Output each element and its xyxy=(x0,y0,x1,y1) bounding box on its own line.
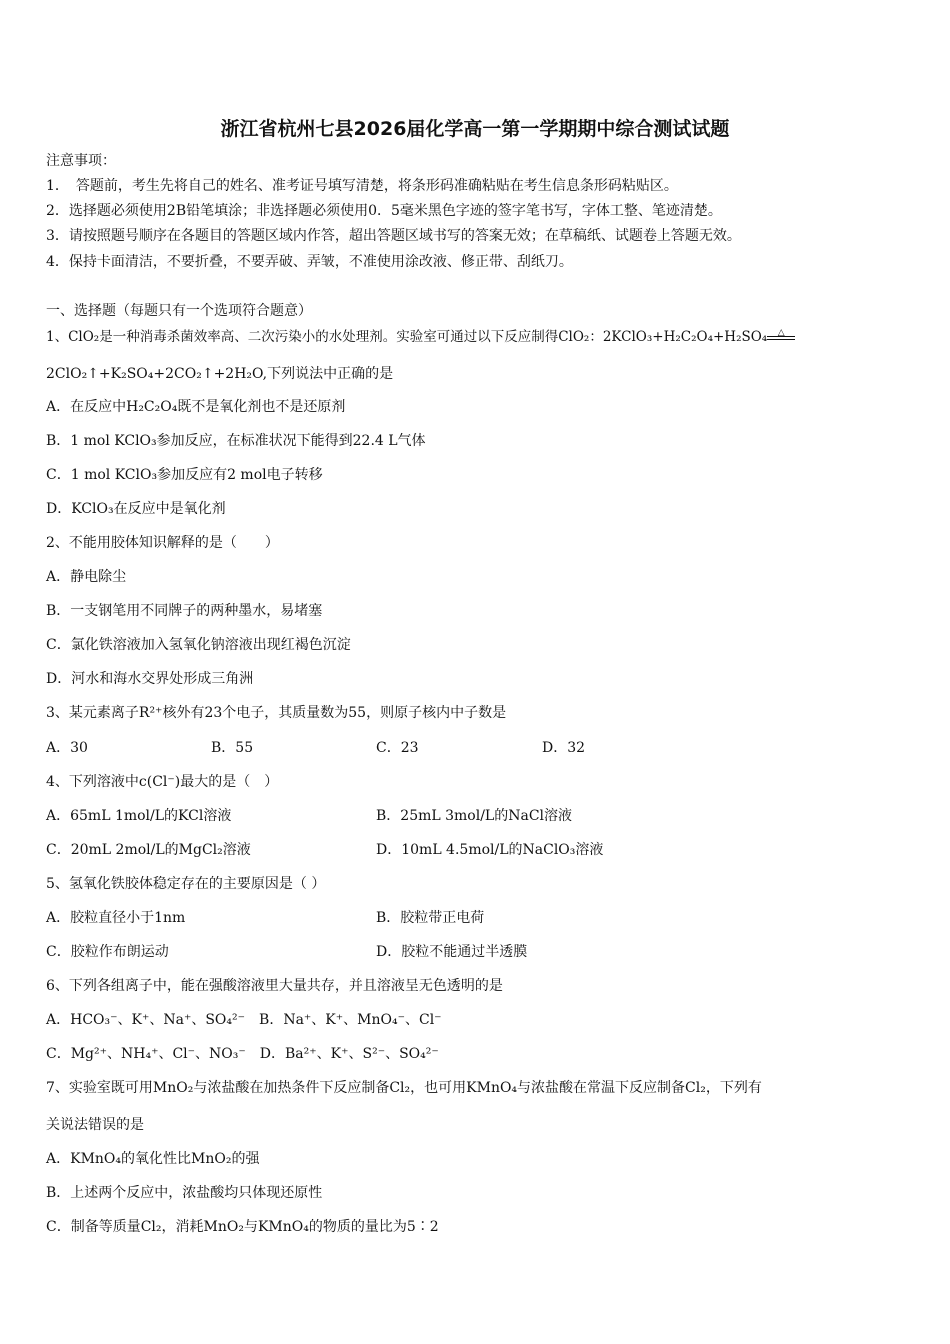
q1-stem-line2: 2ClO₂↑+K₂SO₄+2CO₂↑+2H₂O,下列说法中正确的是 xyxy=(46,366,394,382)
q4-option-a: A．65mL 1mol/L的KCl溶液 xyxy=(46,808,232,824)
q6-options-ab: A．HCO₃⁻、K⁺、Na⁺、SO₄²⁻ B．Na⁺、K⁺、MnO₄⁻、Cl⁻ xyxy=(46,1012,442,1028)
notice-item-3: 3．请按照题号顺序在各题目的答题区域内作答，超出答题区域书写的答案无效；在草稿纸、试题卷上答题无效。 xyxy=(46,228,741,244)
q1-stem-line1 xyxy=(46,328,795,348)
q7-option-c: C．制备等质量Cl₂，消耗MnO₂与KMnO₄的物质的量比为5∶2 xyxy=(46,1219,439,1235)
q6-options-cd: C．Mg²⁺、NH₄⁺、Cl⁻、NO₃⁻ D．Ba²⁺、K⁺、S²⁻、SO₄²⁻ xyxy=(46,1046,439,1062)
q4-option-c: C．20mL 2mol/L的MgCl₂溶液 xyxy=(46,842,251,858)
q6-stem: 6、下列各组离子中，能在强酸溶液里大量共存，并且溶液呈无色透明的是 xyxy=(46,978,503,994)
q2-option-a: A．静电除尘 xyxy=(46,569,127,585)
q4-option-b: B．25mL 3mol/L的NaCl溶液 xyxy=(376,808,573,824)
q4-stem: 4、下列溶液中c(Cl⁻)最大的是（ ） xyxy=(46,774,279,790)
q5-option-a: A．胶粒直径小于1nm xyxy=(46,910,186,926)
q7-stem-line1: 7、实验室既可用MnO₂与浓盐酸在加热条件下反应制备Cl₂，也可用KMnO₄与浓盐酸在常温下反应制备Cl₂，下列有 xyxy=(46,1080,762,1096)
section-heading: 一、选择题（每题只有一个选项符合题意） xyxy=(46,303,312,319)
q7-stem-line2: 关说法错误的是 xyxy=(46,1117,144,1133)
heat-triangle-icon: △ xyxy=(777,328,785,338)
q7-option-a: A．KMnO₄的氧化性比MnO₂的强 xyxy=(46,1151,260,1167)
q1-option-a: A．在反应中H₂C₂O₄既不是氧化剂也不是还原剂 xyxy=(46,399,346,415)
q3-option-a: A．30 xyxy=(46,740,88,756)
q7-option-b: B．上述两个反应中，浓盐酸均只体现还原性 xyxy=(46,1185,323,1201)
notice-item-2: 2．选择题必须使用2B铅笔填涂；非选择题必须使用0．5毫米黑色字迹的签字笔书写，字体工整、笔迹清楚。 xyxy=(46,203,722,219)
q2-option-c: C．氯化铁溶液加入氢氧化钠溶液出现红褐色沉淀 xyxy=(46,637,351,653)
q4-option-d: D．10mL 4.5mol/L的NaClO₃溶液 xyxy=(376,842,604,858)
q5-option-d: D．胶粒不能通过半透膜 xyxy=(376,944,528,960)
q3-option-d: D．32 xyxy=(542,740,586,756)
q3-stem: 3、某元素离子R²⁺核外有23个电子，其质量数为55，则原子核内中子数是 xyxy=(46,705,507,721)
q3-option-b: B．55 xyxy=(211,740,254,756)
q1-stem-text: 1、ClO₂是一种消毒杀菌效率高、二次污染小的水处理剂。实验室可通过以下反应制得ClO₂：2KClO₃+H₂C₂O₄+H₂SO₄ xyxy=(46,329,768,345)
notice-item-1: 1． 答题前，考生先将自己的姓名、准考证号填写清楚，将条形码准确粘贴在考生信息条形码粘贴区。 xyxy=(46,178,678,194)
q2-stem: 2、不能用胶体知识解释的是（ ） xyxy=(46,535,279,551)
notice-heading: 注意事项： xyxy=(46,153,116,169)
q2-option-b: B．一支钢笔用不同牌子的两种墨水，易堵塞 xyxy=(46,603,323,619)
q1-option-b: B．1 mol KClO₃参加反应，在标准状况下能得到22.4 L气体 xyxy=(46,433,426,449)
page-title: 浙江省杭州七县2026届化学高一第一学期期中综合测试试题 xyxy=(220,118,730,140)
q1-option-d: D．KClO₃在反应中是氧化剂 xyxy=(46,501,226,517)
q1-option-c: C．1 mol KClO₃参加反应有2 mol电子转移 xyxy=(46,467,323,483)
notice-item-4: 4．保持卡面清洁，不要折叠，不要弄破、弄皱，不准使用涂改液、修正带、刮纸刀。 xyxy=(46,254,573,270)
q3-option-c: C．23 xyxy=(376,740,419,756)
heat-equals-sign xyxy=(767,328,795,348)
q5-option-b: B．胶粒带正电荷 xyxy=(376,910,485,926)
q5-stem: 5、氢氧化铁胶体稳定存在的主要原因是（ ） xyxy=(46,876,326,892)
q5-option-c: C．胶粒作布朗运动 xyxy=(46,944,169,960)
q2-option-d: D．河水和海水交界处形成三角洲 xyxy=(46,671,254,687)
